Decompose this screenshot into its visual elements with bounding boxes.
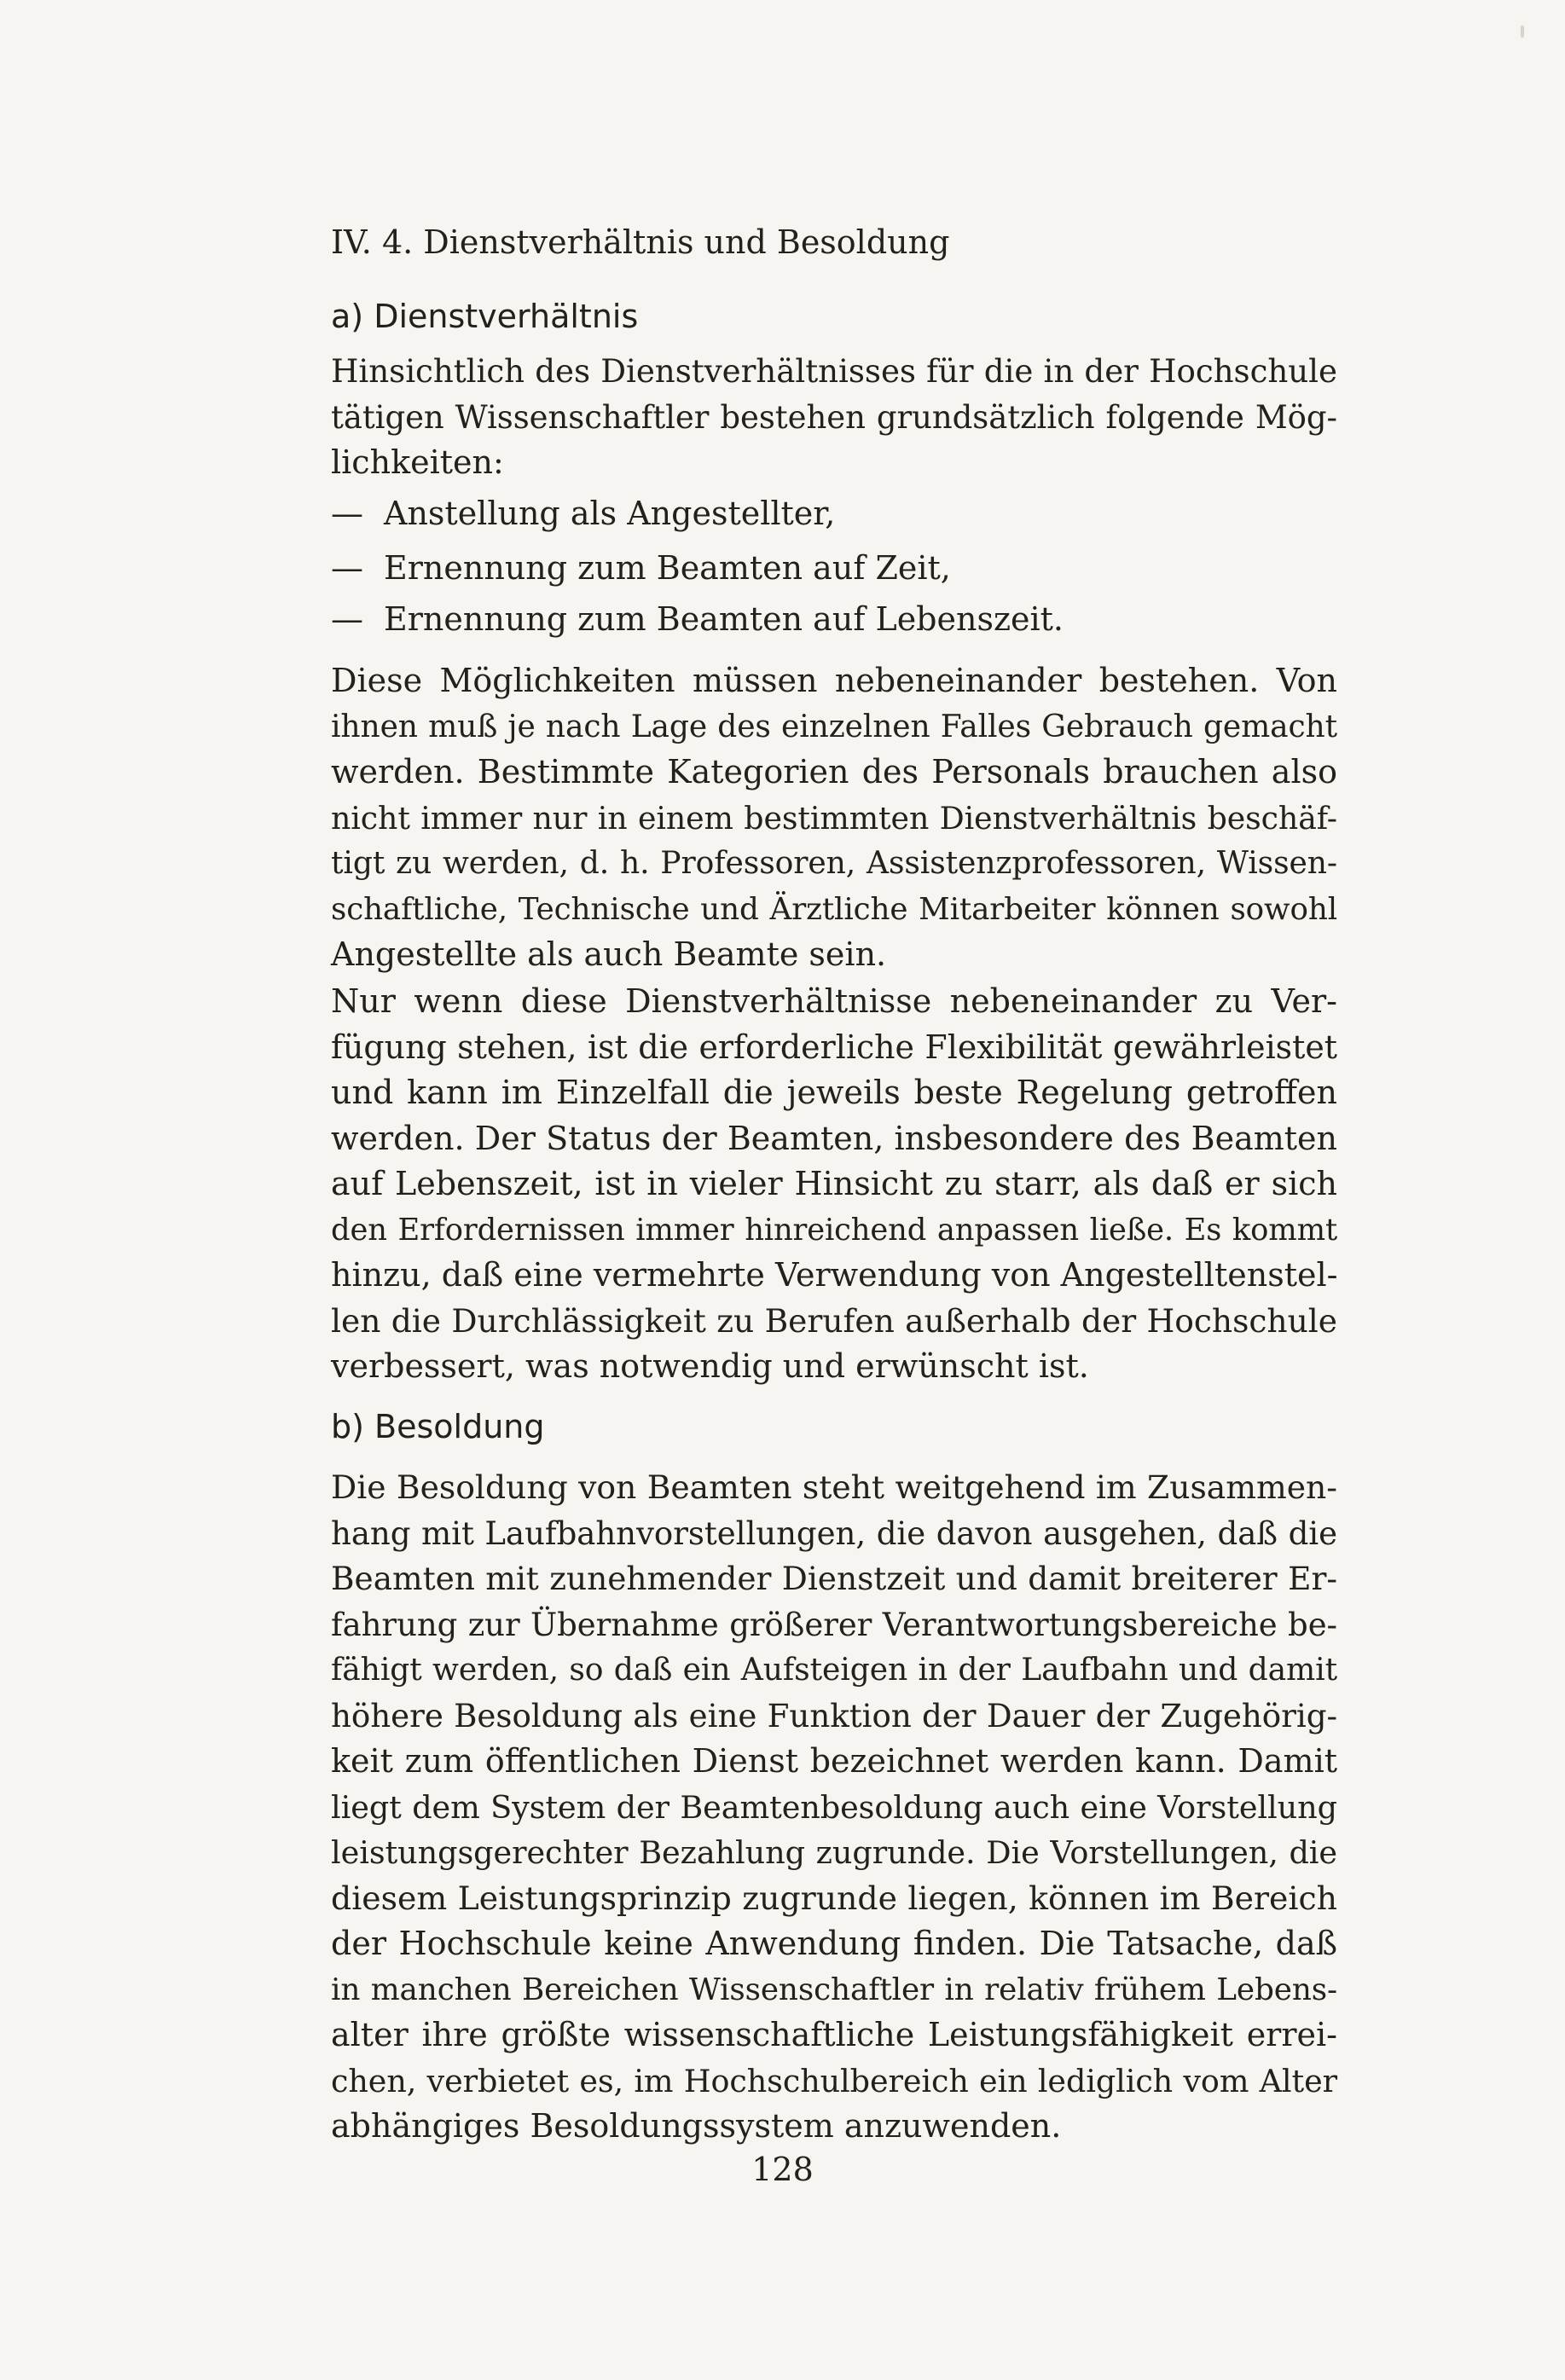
- text-line: Beamten mit zunehmender Dienstzeit und damit breiterer Er-: [331, 1560, 1337, 1597]
- text-line: den Erfordernissen immer hinreichend anpassen ließe. Es kommt: [331, 1212, 1337, 1248]
- list-item-text: Anstellung als Angestellter,: [384, 495, 836, 532]
- text-line: schaftliche, Technische und Ärztliche Mitarbeiter können sowohl: [331, 891, 1337, 927]
- text-line: hang mit Laufbahnvorstellungen, die davon ausgehen, daß die: [331, 1514, 1337, 1552]
- text-line: alter ihre größte wissenschaftliche Leistungsfähigkeit errei-: [331, 2016, 1337, 2053]
- text-line: abhängiges Besoldungssystem anzuwenden.: [331, 2107, 1062, 2145]
- paragraph-4: [331, 1465, 1337, 2150]
- subsection-a-heading: a) Dienstverhältnis: [331, 298, 639, 335]
- text-line: fähigt werden, so daß ein Aufsteigen in der Laufbahn und damit: [331, 1652, 1337, 1688]
- paragraph-3: [331, 979, 1337, 1390]
- text-line: len die Durchlässigkeit zu Berufen außerhalb der Hochschule: [331, 1301, 1337, 1340]
- list-item: [331, 597, 1064, 643]
- text-line: werden. Bestimmte Kategorien des Personals brauchen also: [331, 753, 1337, 790]
- page-number: 128: [751, 2151, 814, 2188]
- text-line: tätigen Wissenschaftler bestehen grundsätzlich folgende Mög-: [331, 398, 1337, 436]
- text-line: werden. Der Status der Beamten, insbesondere des Beamten: [331, 1119, 1337, 1157]
- text-line: diesem Leistungsprinzip zugrunde liegen, können im Bereich: [331, 1879, 1337, 1917]
- text-line: in manchen Bereichen Wissenschaftler in relativ frühem Lebens-: [331, 1972, 1337, 2007]
- text-line: nicht immer nur in einem bestimmten Dienstverhältnis beschäf-: [331, 799, 1337, 837]
- text-line: verbessert, was notwendig und erwünscht ist.: [331, 1347, 1089, 1385]
- text-line: leistungsgerechter Bezahlung zugrunde. Die Vorstellungen, die: [331, 1834, 1337, 1871]
- scan-mark: [1521, 26, 1524, 38]
- text-line: chen, verbietet es, im Hochschulbereich ein lediglich vom Alter: [331, 2062, 1337, 2099]
- text-line: Angestellte als auch Beamte sein.: [331, 935, 887, 973]
- text-line: Die Besoldung von Beamten steht weitgehend im Zusammen-: [331, 1468, 1337, 1506]
- text-line: hinzu, daß eine vermehrte Verwendung von Angestelltenstel-: [331, 1256, 1338, 1294]
- list-item-text: Ernennung zum Beamten auf Lebenszeit.: [384, 600, 1064, 638]
- dash-icon: —: [331, 600, 363, 638]
- text-line: tigt zu werden, d. h. Professoren, Assistenzprofessoren, Wissen-: [331, 845, 1337, 881]
- subsection-b-heading: b) Besoldung: [331, 1408, 545, 1445]
- text-line: Nur wenn diese Dienstverhältnisse nebeneinander zu Ver-: [331, 982, 1337, 1020]
- text-line: Diese Möglichkeiten müssen nebeneinander bestehen. Von: [331, 662, 1337, 699]
- text-line: liegt dem System der Beamtenbesoldung auch eine Vorstellung: [331, 1788, 1337, 1826]
- text-line: auf Lebenszeit, ist in vieler Hinsicht zu starr, als daß er sich: [331, 1165, 1337, 1202]
- list-item: [331, 491, 835, 537]
- text-line: fügung stehen, ist die erforderliche Flexibilität gewährleistet: [331, 1028, 1337, 1066]
- text-line: Hinsichtlich des Dienstverhältnisses für die in der Hochschule: [331, 352, 1337, 390]
- text-line: keit zum öffentlichen Dienst bezeichnet werden kann. Damit: [331, 1742, 1337, 1780]
- list-item-text: Ernennung zum Beamten auf Zeit,: [384, 549, 951, 587]
- text-line: der Hochschule keine Anwendung finden. Die Tatsache, daß: [331, 1925, 1337, 1962]
- paragraph-2: [331, 658, 1337, 978]
- dash-icon: —: [331, 495, 363, 532]
- text-line: lichkeiten:: [331, 443, 504, 481]
- dash-icon: —: [331, 549, 363, 587]
- list-item: [331, 546, 951, 592]
- section-heading: IV. 4. Dienstverhältnis und Besoldung: [331, 223, 950, 261]
- text-line: fahrung zur Übernahme größerer Verantwortungsbereiche be-: [331, 1606, 1337, 1643]
- text-line: und kann im Einzelfall die jeweils beste Regelung getroffen: [331, 1074, 1337, 1111]
- text-line: höhere Besoldung als eine Funktion der Dauer der Zugehörig-: [331, 1696, 1337, 1734]
- text-line: ihnen muß je nach Lage des einzelnen Falles Gebrauch gemacht: [331, 709, 1337, 744]
- subsection-a-intro: [331, 349, 1337, 486]
